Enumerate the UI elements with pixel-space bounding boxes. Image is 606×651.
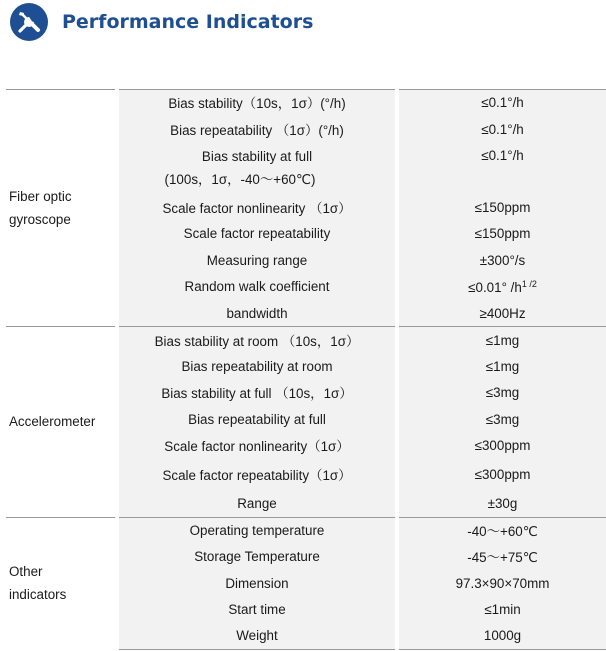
param-cell: Bias stability（10s，1σ）(°/h) — [117, 90, 397, 116]
param-cell: Bias stability at room （10s，1σ） — [117, 327, 397, 353]
table-row — [6, 90, 606, 116]
param-cell: Bias stability at full （10s，1σ） — [117, 380, 397, 406]
value-cell: ≤0.1°/h — [397, 116, 606, 142]
value-cell — [397, 273, 606, 299]
param-cell: Bias repeatability at full — [117, 406, 397, 432]
page-title: Performance Indicators — [62, 11, 314, 33]
param-cell: Storage Temperature — [117, 543, 397, 569]
value-cell: -45～+75℃ — [397, 543, 606, 569]
param-cell: Weight — [117, 623, 397, 649]
group-label-line: gyroscope — [9, 212, 71, 228]
param-cell: Bias repeatability （1σ）(°/h) — [117, 116, 397, 142]
value-cell: ±300°/s — [397, 247, 606, 273]
value-cell: 97.3×90×70mm — [397, 570, 606, 596]
param-cell: Scale factor repeatability（1σ） — [117, 459, 397, 491]
param-cell: Measuring range — [117, 247, 397, 273]
param-line: Bias stability at full — [201, 149, 313, 165]
value-cell: ≤0.1°/h — [397, 142, 606, 194]
value-cell: ≤1mg — [397, 353, 606, 379]
param-cell: Scale factor nonlinearity （1σ） — [117, 194, 397, 220]
param-line: (100s，1σ，-40～+60℃) — [164, 172, 316, 188]
group-label-line: Accelerometer — [9, 414, 96, 430]
group-label-line: Fiber optic — [9, 189, 72, 205]
value-text: ≤0.01° /h — [468, 279, 522, 295]
value-cell: ≤1min — [397, 596, 606, 622]
value-cell: ≤3mg — [397, 380, 606, 406]
value-superscript: 1 /2 — [521, 278, 537, 289]
param-cell: Operating temperature — [117, 517, 397, 543]
param-cell: Range — [117, 491, 397, 517]
table-row — [6, 327, 606, 353]
group-label-accelerometer — [6, 327, 117, 517]
value-cell: ≥400Hz — [397, 300, 606, 326]
param-cell: Scale factor repeatability — [117, 221, 397, 247]
value-cell: ±30g — [397, 491, 606, 517]
group-label-line: indicators — [9, 587, 67, 603]
group-label-gyroscope — [6, 90, 117, 327]
param-cell: bandwidth — [117, 300, 397, 326]
tools-icon — [10, 3, 48, 41]
value-cell: ≤0.1°/h — [397, 90, 606, 116]
value-cell: ≤150ppm — [397, 194, 606, 220]
performance-table — [6, 89, 606, 650]
tools-glyph — [16, 9, 42, 35]
table-row — [6, 517, 606, 543]
section-header — [10, 3, 313, 41]
value-cell: ≤300ppm — [397, 432, 606, 458]
param-cell — [117, 142, 397, 194]
param-cell: Random walk coefficient — [117, 273, 397, 299]
value-cell: 1000g — [397, 623, 606, 649]
value-cell: ≤3mg — [397, 406, 606, 432]
value-cell: ≤1mg — [397, 327, 606, 353]
param-cell: Start time — [117, 596, 397, 622]
value-cell: ≤300ppm — [397, 459, 606, 491]
value-cell: ≤150ppm — [397, 221, 606, 247]
group-label-line: Other — [9, 564, 43, 580]
value-cell: -40～+60℃ — [397, 517, 606, 543]
group-label-other — [6, 517, 117, 649]
param-cell: Bias repeatability at room — [117, 353, 397, 379]
param-cell: Dimension — [117, 570, 397, 596]
param-cell: Scale factor nonlinearity（1σ） — [117, 432, 397, 458]
